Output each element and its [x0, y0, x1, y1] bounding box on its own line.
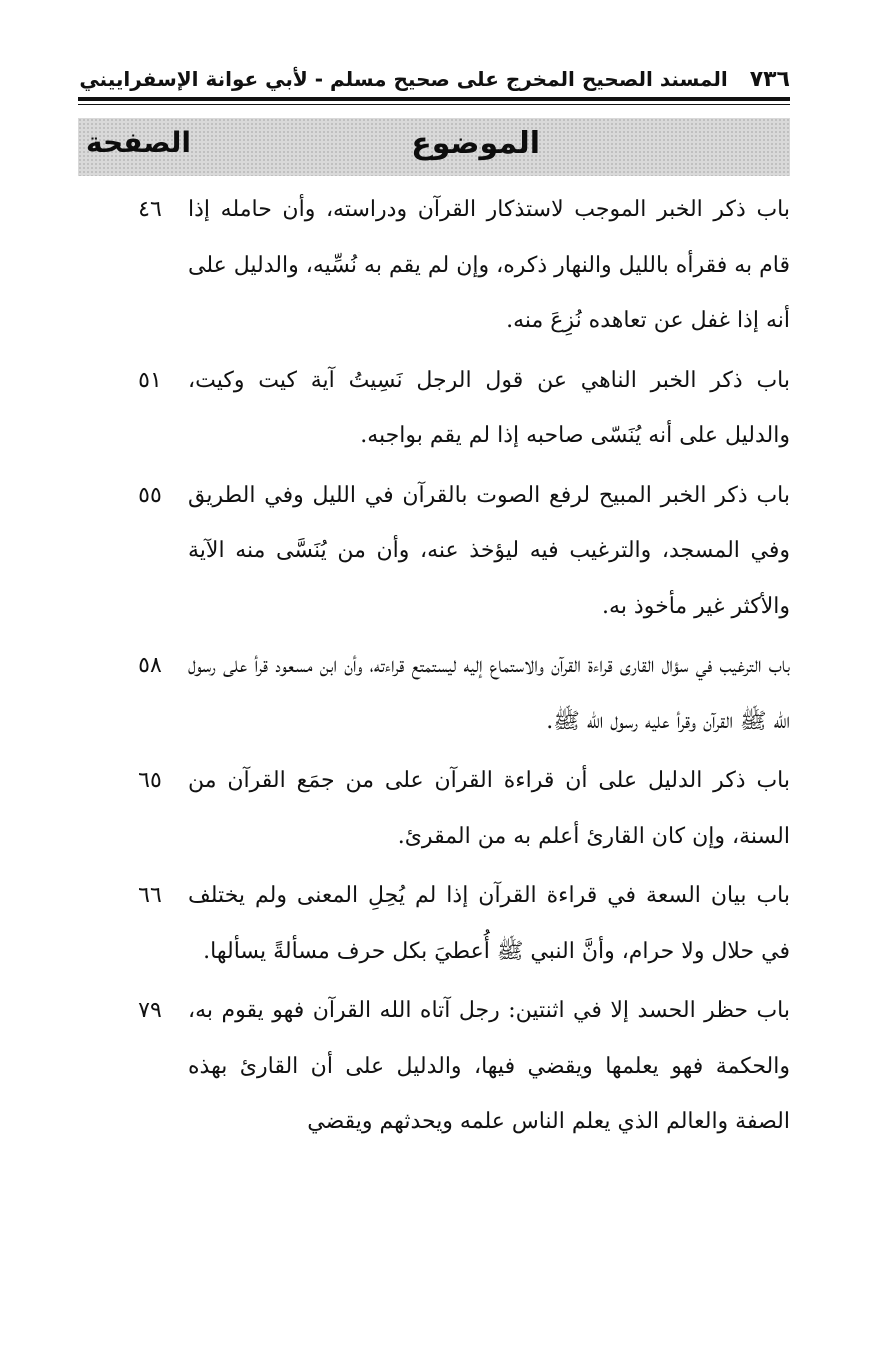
- toc-entry-text: باب بيان السعة في قراءة القرآن إذا لم يُحِلِ المعنى ولم يختلف في حلال ولا حرام، وأنَّ النبي ﷺ أُعطيَ بكل حرف مسألةً يسألها.: [188, 883, 790, 964]
- toc-entry: [78, 983, 790, 1150]
- toc-entry-text: باب الترغيب في سؤال القارى قراءة القرآن والاستماع إليه ليستمتع قراءته، وأن ابن مسعود قرأ على رسول الله ﷺ القرآن وقرأ عليه رسول الله ﷺ.: [188, 653, 790, 734]
- toc-entry-page: ٥١: [138, 367, 162, 393]
- toc-entry: [78, 753, 790, 864]
- toc-entry: [78, 638, 790, 749]
- book-title: المسند الصحيح المخرج على صحيح مسلم - لأبي عوانة الإسفراييني: [79, 67, 728, 91]
- column-header-band: [78, 118, 790, 176]
- toc-entry-text: باب حظر الحسد إلا في اثنتين: رجل آتاه الله القرآن فهو يقوم به، والحكمة فهو يعلمها ويقضي فيها، والدليل على أن القارئ بهذه الصفة والعالم الذي يعلم الناس علمه ويحدثهم ويقضي: [188, 998, 790, 1134]
- toc-entry-page: ٥٥: [138, 482, 162, 508]
- toc-entry-text: باب ذكر الدليل على أن قراءة القرآن على من جمَع القرآن من السنة، وإن كان القارئ أعلم به من المقرئ.: [188, 768, 790, 849]
- toc-entry-page: ٧٩: [138, 998, 162, 1023]
- toc-entry: [78, 182, 790, 349]
- toc-entry-page: ٥٨: [138, 653, 162, 678]
- toc-entry-text: باب ذكر الخبر المبيح لرفع الصوت بالقرآن في الليل وفي الطريق وفي المسجد، والترغيب فيه ليؤخذ عنه، وأن من يُنَسَّى منه الآية والأكثر غير مأخوذ به.: [188, 482, 790, 619]
- page-column-heading: الصفحة: [86, 126, 192, 159]
- toc-entry: [78, 868, 790, 979]
- toc-entry-text: باب ذكر الخبر الناهي عن قول الرجل نَسِيتُ آية كيت وكيت، والدليل على أنه يُنَسّى صاحبه إذا لم يقم بواجبه.: [188, 367, 790, 448]
- header-rule-thick: [78, 97, 790, 101]
- toc-entry-text: باب ذكر الخبر الموجب لاستذكار القرآن ودراسته، وأن حامله إذا قام به فقرأه بالليل والنهار ذكره، وإن لم يقم به نُسِّيه، والدليل على أنه إذا غفل عن تعاهده نُزِعَ منه.: [188, 197, 790, 333]
- toc-entry: [78, 468, 790, 635]
- toc-entry: [78, 353, 790, 464]
- toc-entry-page: ٦٥: [138, 768, 162, 793]
- header-rule-thin: [78, 104, 790, 105]
- toc-entry-page: ٤٦: [138, 197, 162, 222]
- toc-entry-page: ٦٦: [138, 883, 162, 908]
- page-number: ٧٣٦: [749, 66, 790, 92]
- topic-column-heading: الموضوع: [411, 126, 540, 161]
- table-of-contents: [78, 182, 790, 1154]
- running-header: [78, 62, 790, 96]
